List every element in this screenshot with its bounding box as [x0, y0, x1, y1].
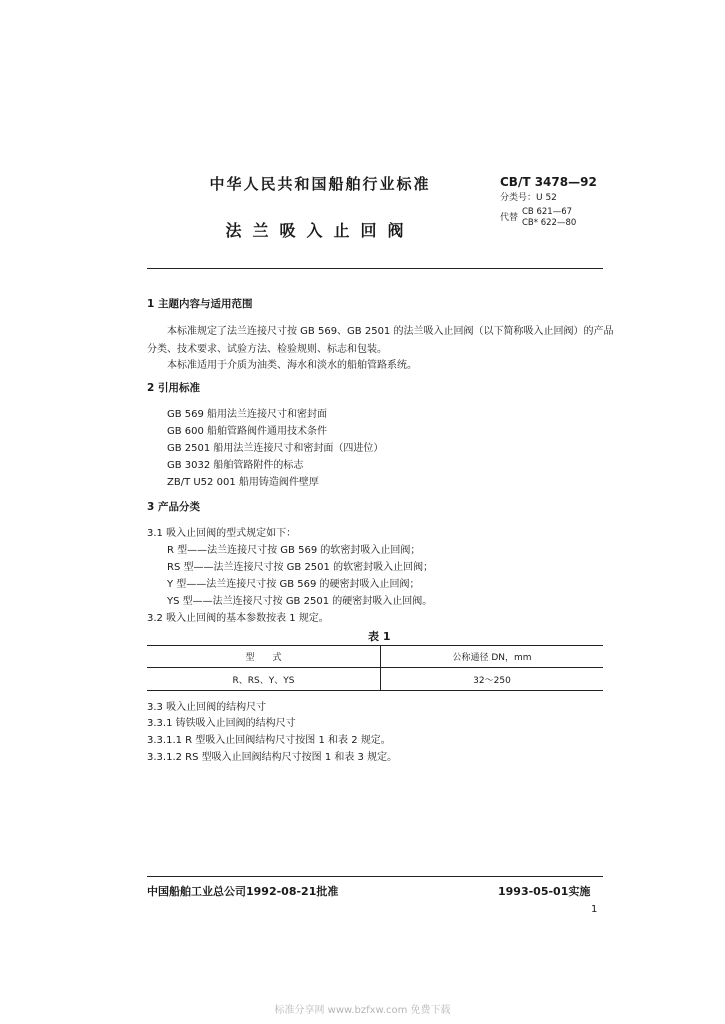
clause: 3.3.1.1 R 型吸入止回阀结构尺寸按图 1 和表 2 规定。	[147, 735, 391, 746]
footer-rule	[147, 876, 603, 877]
paragraph: 分类、技术要求、试验方法、检验规则、标志和包装。	[147, 344, 387, 355]
clause: 3.3.1.2 RS 型吸入止回阀结构尺寸按图 1 和表 3 规定。	[147, 752, 398, 763]
effective-date: 1993-05-01实施	[498, 885, 591, 898]
page-number: 1	[591, 904, 598, 915]
approval-line: 中国船舶工业总公司1992-08-21批准	[147, 885, 339, 898]
reference-item: GB 3032 船舶管路附件的标志	[167, 460, 304, 471]
table-rule	[147, 667, 603, 668]
clause: 3.3.1 铸铁吸入止回阀的结构尺寸	[147, 718, 296, 729]
replaced-standard: CB* 622—80	[522, 218, 577, 228]
standard-title: 中华人民共和国船舶行业标准	[209, 175, 431, 193]
table-rule	[147, 690, 603, 691]
reference-item: GB 2501 船用法兰连接尺寸和密封面（四进位）	[167, 443, 384, 454]
clause: 3.1 吸入止回阀的型式规定如下：	[147, 528, 297, 539]
classification-number: 分类号：U 52	[500, 193, 557, 203]
reference-item: GB 569 船用法兰连接尺寸和密封面	[167, 409, 328, 420]
table-cell-type: R、RS、Y、YS	[232, 676, 295, 686]
reference-item: ZB/T U52 001 船用铸造阀件壁厚	[167, 477, 319, 488]
table-header-dn: 公称通径 DN，mm	[452, 653, 532, 663]
watermark: 标准分享网 www.bzfxw.com 免费下载	[274, 1005, 451, 1016]
section-heading: 3 产品分类	[147, 501, 200, 513]
replaces-label: 代替	[500, 213, 519, 223]
type-item: Y 型——法兰连接尺寸按 GB 569 的硬密封吸入止回阀；	[167, 579, 420, 590]
table-cell-dn: 32～250	[473, 676, 511, 686]
clause: 3.2 吸入止回阀的基本参数按表 1 规定。	[147, 613, 329, 624]
paragraph: 本标准规定了法兰连接尺寸按 GB 569、GB 2501 的法兰吸入止回阀（以下简称吸入止回阀）的产品	[167, 326, 614, 337]
paragraph: 本标准适用于介质为油类、海水和淡水的船舶管路系统。	[167, 360, 417, 371]
type-item: YS 型——法兰连接尺寸按 GB 2501 的硬密封吸入止回阀。	[167, 596, 433, 607]
table-rule	[147, 645, 603, 646]
type-item: RS 型——法兰连接尺寸按 GB 2501 的软密封吸入止回阀；	[167, 562, 434, 573]
document-title: 法兰吸入止回阀	[225, 221, 415, 240]
header-rule	[147, 268, 603, 269]
parameter-table	[147, 645, 603, 691]
replaced-standard: CB 621—67	[522, 207, 573, 217]
table-caption: 表 1	[368, 630, 391, 643]
table-header-type: 型 式	[245, 653, 282, 663]
clause: 3.3 吸入止回阀的结构尺寸	[147, 702, 267, 713]
standard-number: CB/T 3478—92	[500, 175, 597, 189]
section-heading: 1 主题内容与适用范围	[147, 298, 253, 310]
section-heading: 2 引用标准	[147, 382, 200, 394]
type-item: R 型——法兰连接尺寸按 GB 569 的软密封吸入止回阀；	[167, 545, 421, 556]
reference-item: GB 600 船舶管路阀件通用技术条件	[167, 426, 328, 437]
